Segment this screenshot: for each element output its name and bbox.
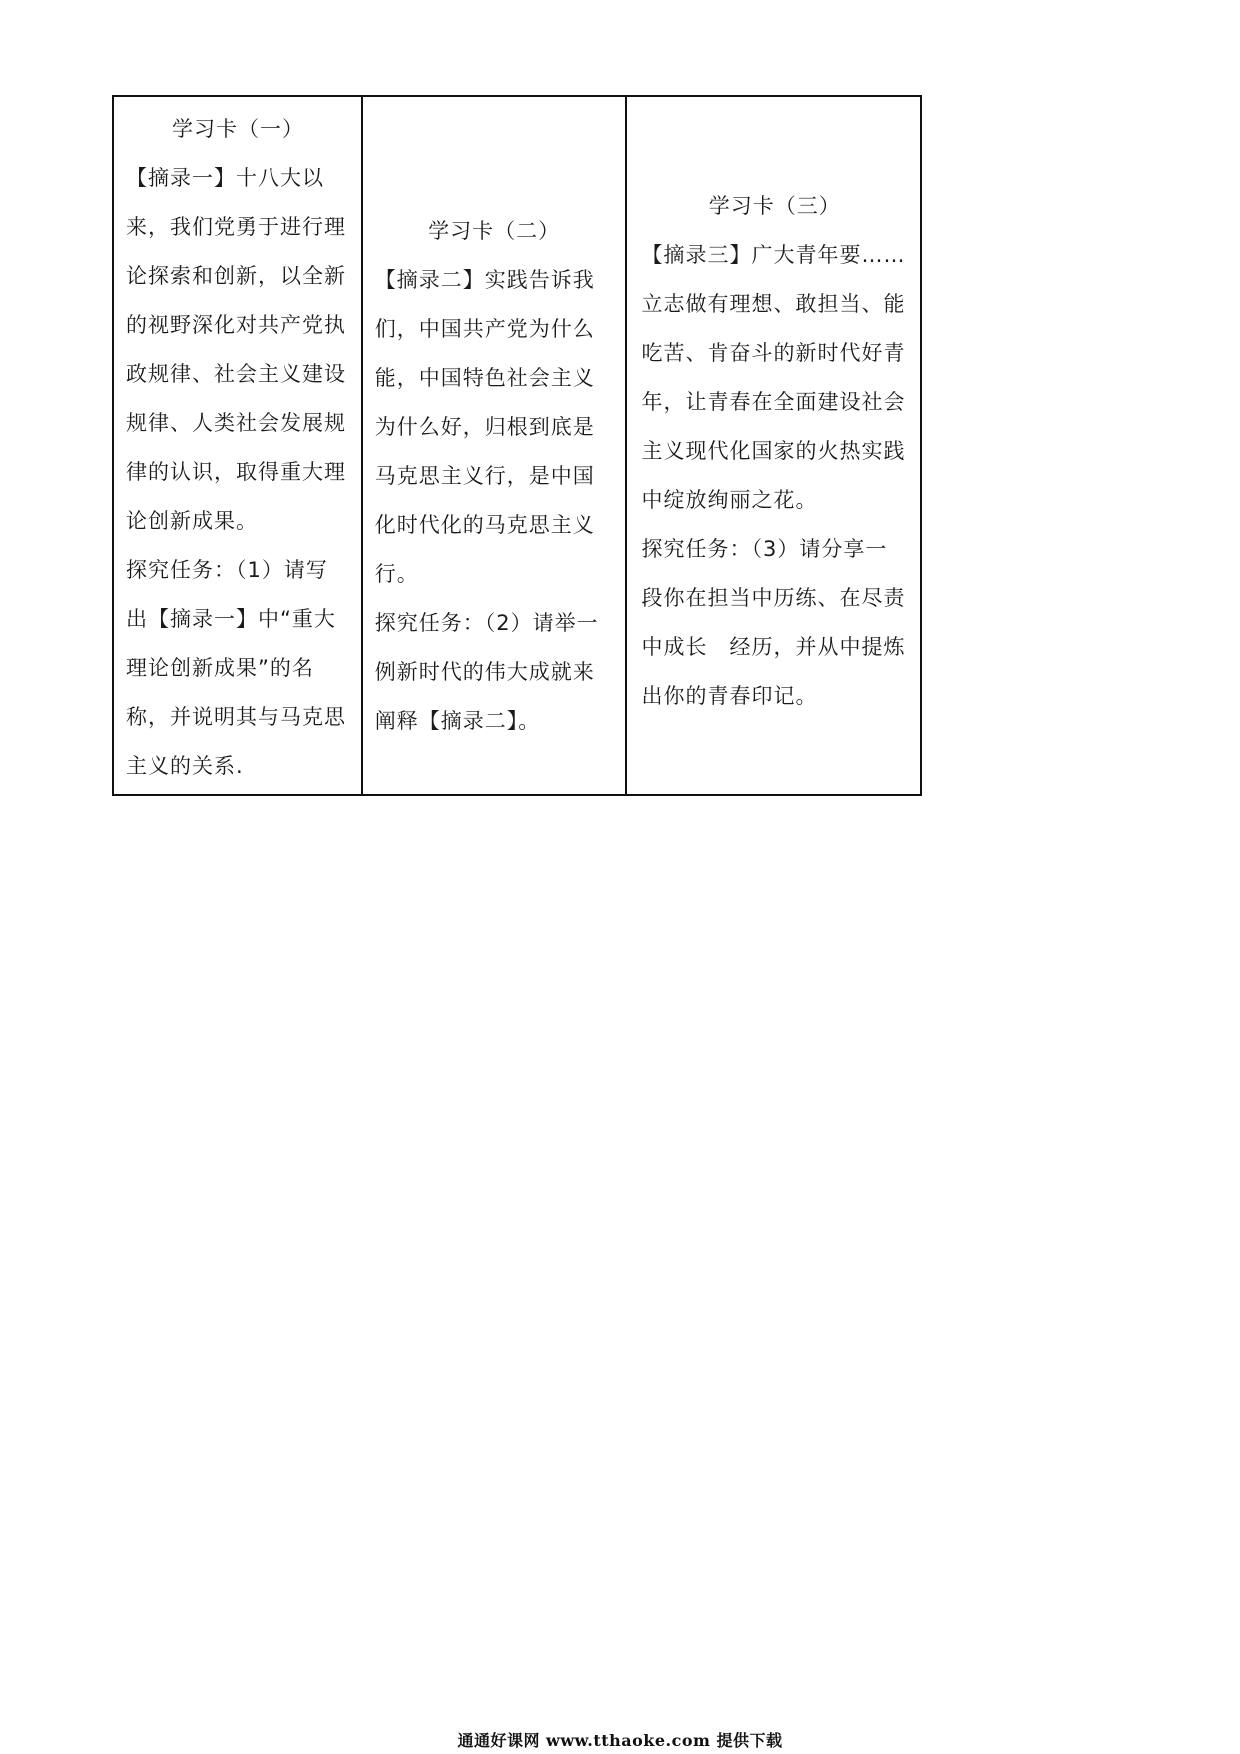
card-excerpt: 【摘录一】十八大以来，我们党勇于进行理论探索和创新，以全新的视野深化对共产党执政规律、社会主义建设规律、人类社会发展规律的认识，取得重大理论创新成果。 [126,166,346,533]
card-excerpt: 【摘录二】实践告诉我们，中国共产党为什么能，中国特色社会主义为什么好，归根到底是马克思主义行，是中国化时代化的马克思主义行。 [374,268,595,586]
card-excerpt: 【摘录三】广大青年要……立志做有理想、敢担当、能吃苦、肯奋斗的新时代好青年，让青春在全面建设社会主义现代化国家的火热实践中绽放绚丽之花。 [641,243,906,512]
study-cards-table [112,95,922,796]
card-task: 探究任务：（2）请举一例新时代的伟大成就来阐释【摘录二】。 [374,611,599,733]
study-card-2 [361,97,626,794]
card-task: 探究任务：（1）请写出【摘录一】中“重大理论创新成果”的名称，并说明其与马克思主义的关系. [126,558,346,778]
study-card-3 [625,97,920,794]
study-card-1 [114,97,361,794]
card-task: 探究任务：（3）请分享一段你在担当中历练、在尽责中成长 经历，并从中提炼出你的青春印记。 [641,537,906,708]
card-title: 学习卡（三） [708,194,841,218]
card-title: 学习卡（二） [428,219,561,243]
card-title: 学习卡（一） [172,117,304,141]
page-footer: 通通好课网 www.tthaoke.com 提供下载 [457,1731,783,1750]
